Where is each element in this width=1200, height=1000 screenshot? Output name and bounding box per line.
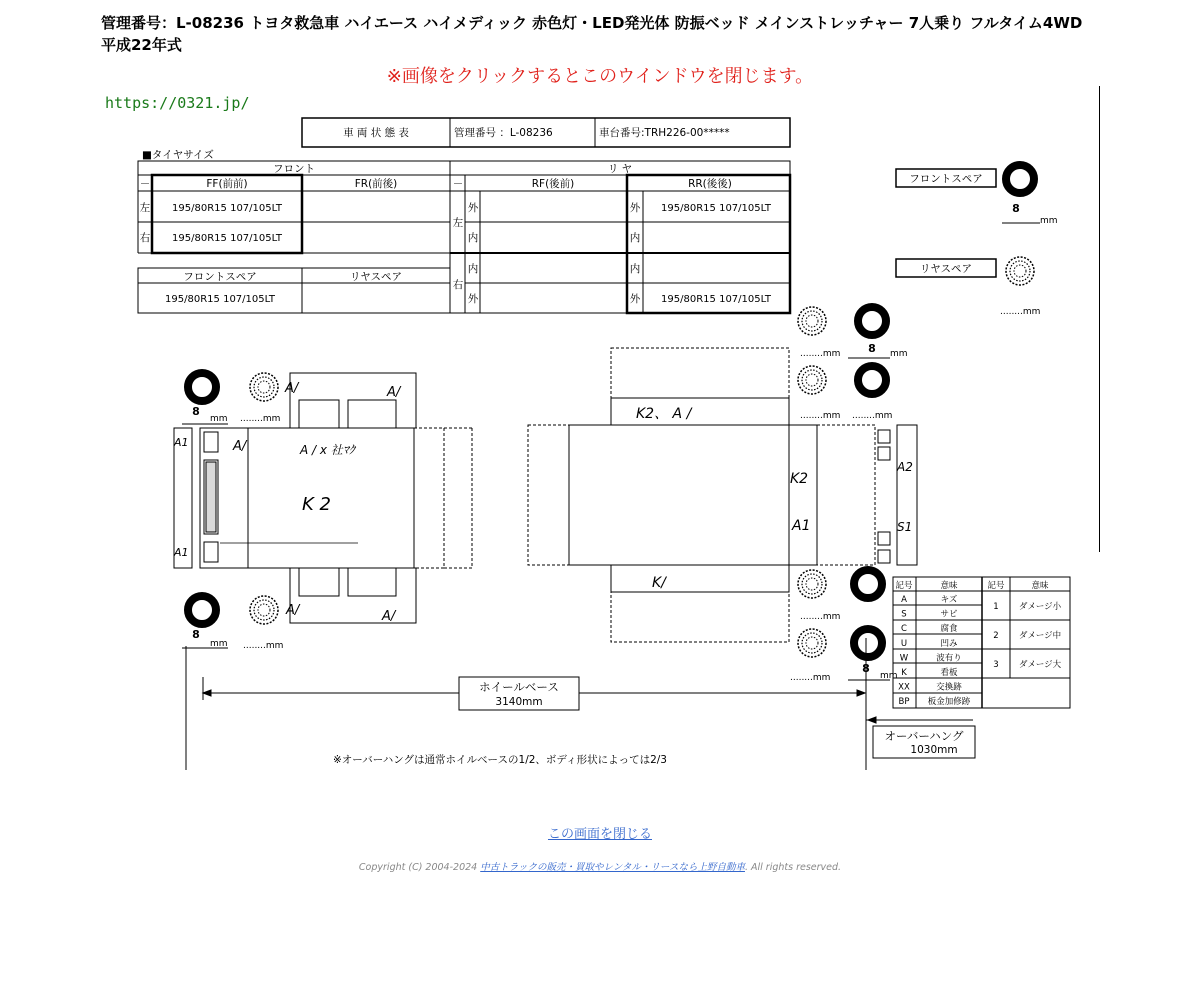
ff-right-depth: 8 (192, 628, 200, 641)
hw-k2-side: K2 (790, 471, 809, 487)
legend-meaning: キズ (940, 595, 958, 605)
rr-left-outer-mm: mm (890, 349, 908, 359)
close-link-container (0, 823, 1200, 842)
rf-left-inner-tire-icon (798, 366, 826, 394)
legend-code: W (899, 653, 909, 664)
rear-right-outer: 外 (467, 293, 479, 305)
close-window-link[interactable]: この画面を閉じる (547, 827, 652, 842)
legend-meaning: 看板 (940, 668, 958, 678)
front-spare-box (896, 169, 996, 187)
legend-meaning: 波有り (936, 653, 962, 664)
ff-right-tire-icon (188, 596, 216, 624)
fr-left-mm: ........mm (240, 414, 281, 424)
rear-spare-mm: ........mm (1000, 307, 1041, 317)
hw-top-mark: A / x 社ﾏｸ (300, 443, 355, 457)
wheelbase-dimension (186, 638, 975, 770)
legend-code: A (901, 595, 907, 605)
front-spare-depth: 8 (1012, 202, 1020, 215)
rear-left-label: 左 (452, 217, 464, 229)
rf-right-inner-mm: ........mm (800, 612, 841, 622)
rf-left-outer-mm: ........mm (800, 349, 841, 359)
rr-left-inner-tire-icon (858, 366, 886, 394)
rr-right-outer-label: 外 (629, 293, 641, 305)
rf-header: RF(後前) (531, 178, 575, 190)
hw-a1-7: A/ (382, 609, 396, 624)
copyright-prefix: Copyright (C) 2004-2024 (358, 862, 481, 873)
condition-sheet-image[interactable] (100, 90, 1100, 770)
legend-code: U (900, 638, 908, 649)
fr-left-tire-icon (250, 373, 278, 401)
legend-code: BP (898, 697, 910, 708)
rr-right-outer-mm: mm (880, 671, 898, 681)
legend-level-code: 2 (993, 631, 999, 641)
legend-meaning: 凹み (940, 638, 958, 649)
chassis-number: 車台番号:TRH226-00***** (599, 127, 730, 139)
legend-meaning: 腐食 (940, 624, 958, 635)
rr-left-outer-label: 外 (629, 202, 641, 214)
rear-left-inner: 内 (467, 232, 479, 244)
overhang-label: オーバーハング (884, 729, 964, 743)
hw-k2-front: K 2 (302, 494, 331, 515)
rr-left-inner-mm: ........mm (852, 411, 893, 421)
wheelbase-value: 3140mm (495, 696, 543, 708)
rr-right-size: 195/80R15 107/105LT (661, 294, 771, 305)
vehicle-info-table (302, 118, 790, 147)
hw-s1: S1 (897, 520, 913, 534)
rf-left-inner-mm: ........mm (800, 411, 841, 421)
rear-spare-label: リヤスペア (919, 263, 973, 275)
legend-meaning: サビ (940, 609, 958, 620)
rear-dash: － (452, 178, 464, 190)
damage-legend-table (893, 577, 1070, 708)
wheelbase-label: ホイールベース (479, 680, 559, 694)
hw-a1-6: A/ (286, 603, 300, 618)
rear-spare-header: リヤスペア (349, 271, 403, 283)
rear-spare-tire-icon (1006, 257, 1034, 285)
hw-a1-2: A/ (387, 385, 401, 400)
legend-header: 記号 (895, 581, 913, 591)
rr-right-outer-tire-icon (854, 629, 882, 657)
front-spare-header: フロントスペア (183, 271, 257, 283)
hw-a1-5: A1 (174, 546, 189, 559)
legend-code: K (901, 668, 907, 678)
rr-left-size: 195/80R15 107/105LT (661, 203, 771, 214)
legend-level-meaning: ダメージ小 (1018, 602, 1062, 612)
front-left-label: 左 (139, 202, 151, 214)
front-dash: － (139, 178, 151, 190)
ff-right-size: 195/80R15 107/105LT (172, 233, 282, 244)
rr-right-inner-label: 内 (629, 263, 641, 275)
legend-code: XX (898, 682, 910, 693)
legend-header: 記号 (987, 581, 1005, 591)
overhang-value: 1030mm (910, 744, 958, 756)
copyright-suffix: . All rights reserved. (744, 862, 842, 873)
fr-header: FR(前後) (354, 178, 398, 190)
rr-left-outer-depth: 8 (868, 342, 876, 355)
rear-right-label: 右 (452, 279, 464, 291)
legend-level-meaning: ダメージ大 (1018, 660, 1062, 670)
legend-level-code: 3 (993, 660, 999, 670)
fr-right-tire-icon (250, 596, 278, 624)
legend-code: C (901, 624, 907, 635)
hw-a2: A2 (897, 460, 913, 474)
ff-left-depth: 8 (192, 405, 200, 418)
rf-right-outer-mm: ........mm (790, 673, 831, 683)
front-spare-tire-icon (1006, 165, 1034, 193)
legend-header: 意味 (1031, 581, 1049, 591)
rr-left-outer-tire-icon (858, 307, 886, 335)
copyright (0, 859, 1200, 873)
hw-a1-side: A1 (792, 518, 811, 534)
front-spare-label: フロントスペア (909, 173, 983, 185)
management-number: 管理番号 ：L-08236 (454, 127, 553, 139)
legend-level-code: 1 (993, 602, 999, 612)
rf-left-outer-tire-icon (798, 307, 826, 335)
ff-right-mm: mm (210, 639, 228, 649)
legend-meaning: 交換跡 (936, 682, 962, 693)
hw-a1-3: A1 (174, 436, 189, 449)
ff-left-mm: mm (210, 414, 228, 424)
ff-left-size: 195/80R15 107/105LT (172, 203, 282, 214)
rear-spare-box (896, 259, 996, 277)
rf-right-outer-tire-icon (798, 629, 826, 657)
overhang-footnote: ※オーバーハングは通常ホイルベースの1/2、ボディ形状によっては2/3 (333, 754, 667, 766)
close-notice: ※画像をクリックするとこのウインドウを閉じます。 (386, 66, 814, 87)
legend-code: S (901, 609, 907, 620)
front-spare-size: 195/80R15 107/105LT (165, 294, 275, 305)
rear-left-outer: 外 (467, 202, 479, 214)
legend-level-meaning: ダメージ中 (1018, 631, 1062, 641)
page-title: 管理番号：L-08236 トヨタ救急車 ハイエース ハイメディック 赤色灯・LED発光体 防振ベッド メインストレッチャー 7人乗り フルタイム4WD 平成22年式 (101, 14, 1083, 54)
rear-heading: リ ヤ (607, 163, 633, 175)
fr-right-mm: ........mm (243, 641, 284, 651)
rr-right-outer-depth: 8 (862, 662, 870, 675)
front-heading: フロント (273, 163, 315, 175)
legend-header: 意味 (940, 581, 958, 591)
tire-section-heading: ■タイヤサイズ (142, 149, 214, 161)
copyright-company-link[interactable]: 中古トラックの販売・買取やレンタル・リースなら上野自動車 (480, 862, 745, 873)
ff-header: FF(前前) (206, 178, 248, 190)
hw-a1-1: A/ (285, 381, 299, 396)
site-url: https://0321.jp/ (105, 94, 250, 112)
rr-right-inner-tire-icon (854, 570, 882, 598)
hw-a1-4: A/ (233, 439, 247, 454)
rr-header: RR(後後) (688, 178, 732, 190)
sheet-label: 車 両 状 態 表 (343, 127, 409, 139)
front-right-label: 右 (139, 232, 151, 244)
front-spare-mm: mm (1040, 216, 1058, 226)
hw-k1: K/ (652, 575, 666, 591)
rear-right-inner: 内 (467, 263, 479, 275)
rr-left-inner-label: 内 (629, 232, 641, 244)
hw-k2-a1: K2、 A / (636, 406, 692, 422)
legend-meaning: 板金加修跡 (927, 697, 971, 708)
ff-left-tire-icon (188, 373, 216, 401)
condition-sheet-svg (100, 90, 1100, 770)
rf-right-inner-tire-icon (798, 570, 826, 598)
